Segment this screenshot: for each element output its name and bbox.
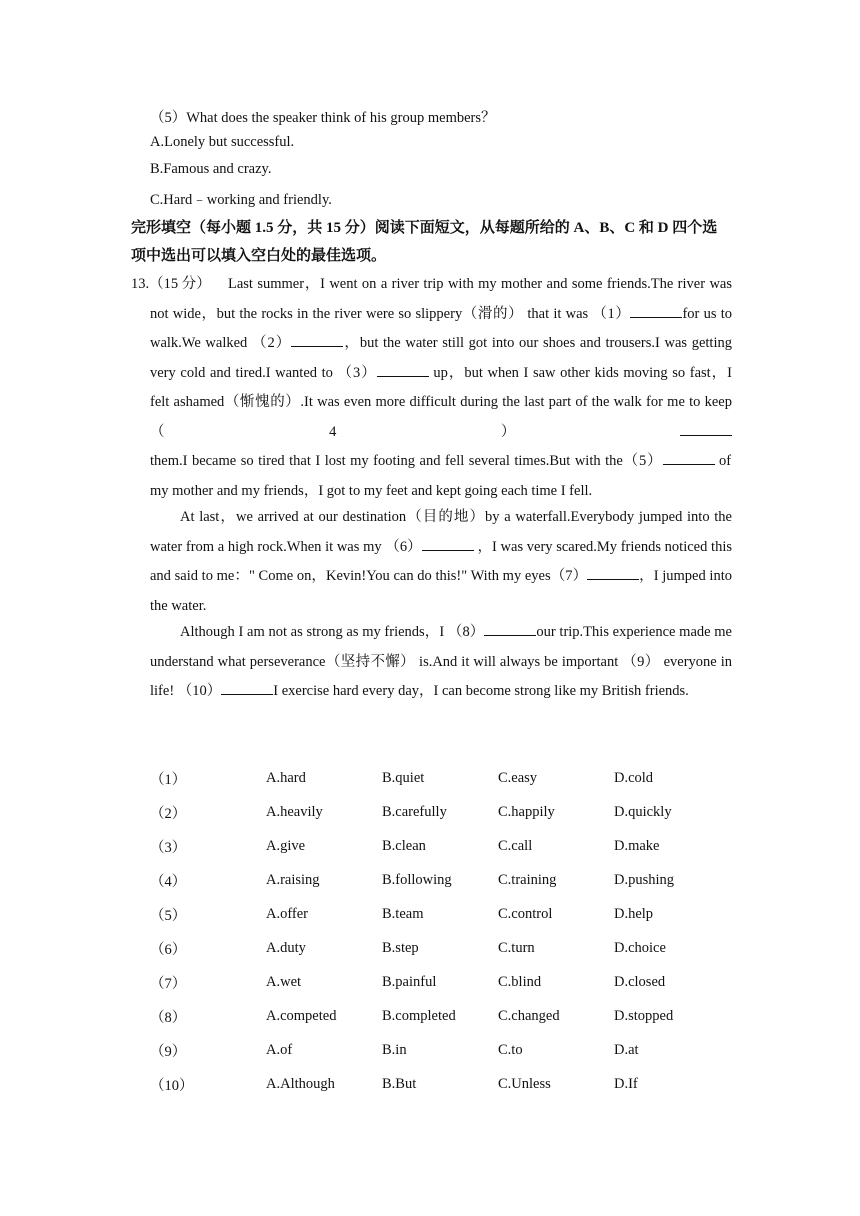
choice-d: D.make <box>614 837 660 854</box>
passage-text: for us to walk.We walked （2） <box>150 305 732 351</box>
passage-text: up，but when I saw other kids moving so fast，I felt ashamed（惭愧的）.It was even more difficult during the last part of the walk for me to keep （4） <box>150 364 733 440</box>
choice-a: A.duty <box>266 939 306 956</box>
choice-b: B.in <box>382 1041 407 1058</box>
blank-4 <box>680 421 732 436</box>
choice-b: B.quiet <box>382 769 425 786</box>
question-5-text: （5）What does the speaker think of his group members？ <box>150 110 496 126</box>
choice-a: A.heavily <box>266 803 323 820</box>
option-row <box>150 1033 730 1067</box>
passage-text: ，I was very scared.My friends noticed this and said to me：" Come on，Kevin!You can do this!" With my eyes（7） <box>150 538 732 584</box>
choice-c: C.easy <box>498 769 538 786</box>
choice-d: D.choice <box>614 939 666 956</box>
choice-c: C.changed <box>498 1007 560 1024</box>
blank-6 <box>422 536 474 551</box>
option-row <box>150 999 730 1033</box>
blank-8 <box>484 621 536 636</box>
blank-number: （8） <box>150 1009 187 1026</box>
passage-text: ，I jumped into the water. <box>150 568 732 614</box>
choice-c: C.to <box>498 1041 523 1058</box>
choice-c: C.call <box>498 837 533 854</box>
choice-b: B.step <box>382 939 419 956</box>
choice-a: A.raising <box>266 871 320 888</box>
choice-b: B.painful <box>382 973 437 990</box>
blank-number: （6） <box>150 941 187 958</box>
option-c: C.Hard﹣working and friendly. <box>150 192 332 208</box>
choice-c: C.control <box>498 905 553 922</box>
blank-2 <box>291 332 343 347</box>
blank-number: （10） <box>150 1077 194 1094</box>
question-13-label: 13.（15 分） <box>131 276 211 292</box>
choice-b: B.But <box>382 1075 417 1092</box>
passage-text: ，but the water still got into our shoes and trousers.I was getting very cold and tired.I wanted to （3） <box>150 335 732 381</box>
choice-a: A.Although <box>266 1075 335 1092</box>
blank-3 <box>377 362 429 377</box>
choice-b: B.team <box>382 905 424 922</box>
option-row <box>150 863 730 897</box>
passage-text: of my mother and my friends，I got to my feet and kept going each time I fell. <box>150 453 732 499</box>
choice-c: C.turn <box>498 939 535 956</box>
choice-b: B.following <box>382 871 452 888</box>
blank-number: （7） <box>150 975 187 992</box>
options-table <box>150 761 730 1101</box>
choice-d: D.pushing <box>614 871 675 888</box>
section-heading-line2: 项中选出可以填入空白处的最佳选项。 <box>131 248 387 264</box>
blank-number: （3） <box>150 839 187 856</box>
passage-text: them.I became so tired that I lost my footing and fell several times.But with the（5） <box>150 453 663 469</box>
choice-a: A.of <box>266 1041 293 1058</box>
choice-a: A.offer <box>266 905 309 922</box>
blank-5 <box>663 450 715 465</box>
choice-d: D.cold <box>614 769 654 786</box>
choice-d: D.closed <box>614 973 666 990</box>
blank-number: （5） <box>150 907 187 924</box>
option-row <box>150 761 730 795</box>
choice-c: C.happily <box>498 803 555 820</box>
passage-paragraph-3 <box>150 618 732 707</box>
option-row <box>150 829 730 863</box>
choice-c: C.training <box>498 871 557 888</box>
choice-d: D.quickly <box>614 803 672 820</box>
blank-number: （4） <box>150 873 187 890</box>
option-row <box>150 1067 730 1101</box>
choice-a: A.wet <box>266 973 302 990</box>
choice-d: D.help <box>614 905 654 922</box>
option-a: A.Lonely but successful. <box>150 134 295 150</box>
option-row <box>150 897 730 931</box>
passage-text: I exercise hard every day，I can become strong like my British friends. <box>273 683 689 699</box>
blank-number: （2） <box>150 805 187 822</box>
choice-d: D.at <box>614 1041 639 1058</box>
choice-d: D.If <box>614 1075 638 1092</box>
choice-b: B.clean <box>382 837 426 854</box>
choice-c: C.Unless <box>498 1075 551 1092</box>
option-b: B.Famous and crazy. <box>150 161 272 177</box>
section-heading-line1: 完形填空（每小题 1.5 分，共 15 分）阅读下面短文，从每题所给的 A、B、C 和 D 四个选 <box>131 220 718 236</box>
choice-a: A.give <box>266 837 306 854</box>
option-row <box>150 931 730 965</box>
choice-d: D.stopped <box>614 1007 674 1024</box>
blank-number: （9） <box>150 1043 187 1060</box>
option-row <box>150 795 730 829</box>
passage-text: At last，we arrived at our destination（目的地）by a waterfall.Everybody jumped into the water from a high rock.When it was my （6） <box>150 509 732 555</box>
passage-text: our trip.This experience made me understand what perseverance（坚持不懈） is.And it will always be important （9） everyone in life! （10） <box>150 624 732 699</box>
choice-a: A.competed <box>266 1007 337 1024</box>
blank-number: （1） <box>150 771 187 788</box>
passage-paragraph-1 <box>150 270 732 506</box>
blank-10 <box>221 680 273 695</box>
passage-paragraph-2 <box>150 503 732 621</box>
passage-text: Although I am not as strong as my friends，I （8） <box>180 624 485 640</box>
choice-c: C.blind <box>498 973 542 990</box>
blank-7 <box>587 565 639 580</box>
blank-1 <box>630 303 682 318</box>
choice-a: A.hard <box>266 769 306 786</box>
passage-text: Last summer，I went on a river trip with my mother and some friends.The river was not wide，but the rocks in the river were so slippery（滑的） that it was （1） <box>150 276 732 322</box>
choice-b: B.completed <box>382 1007 456 1024</box>
choice-b: B.carefully <box>382 803 447 820</box>
option-row <box>150 965 730 999</box>
